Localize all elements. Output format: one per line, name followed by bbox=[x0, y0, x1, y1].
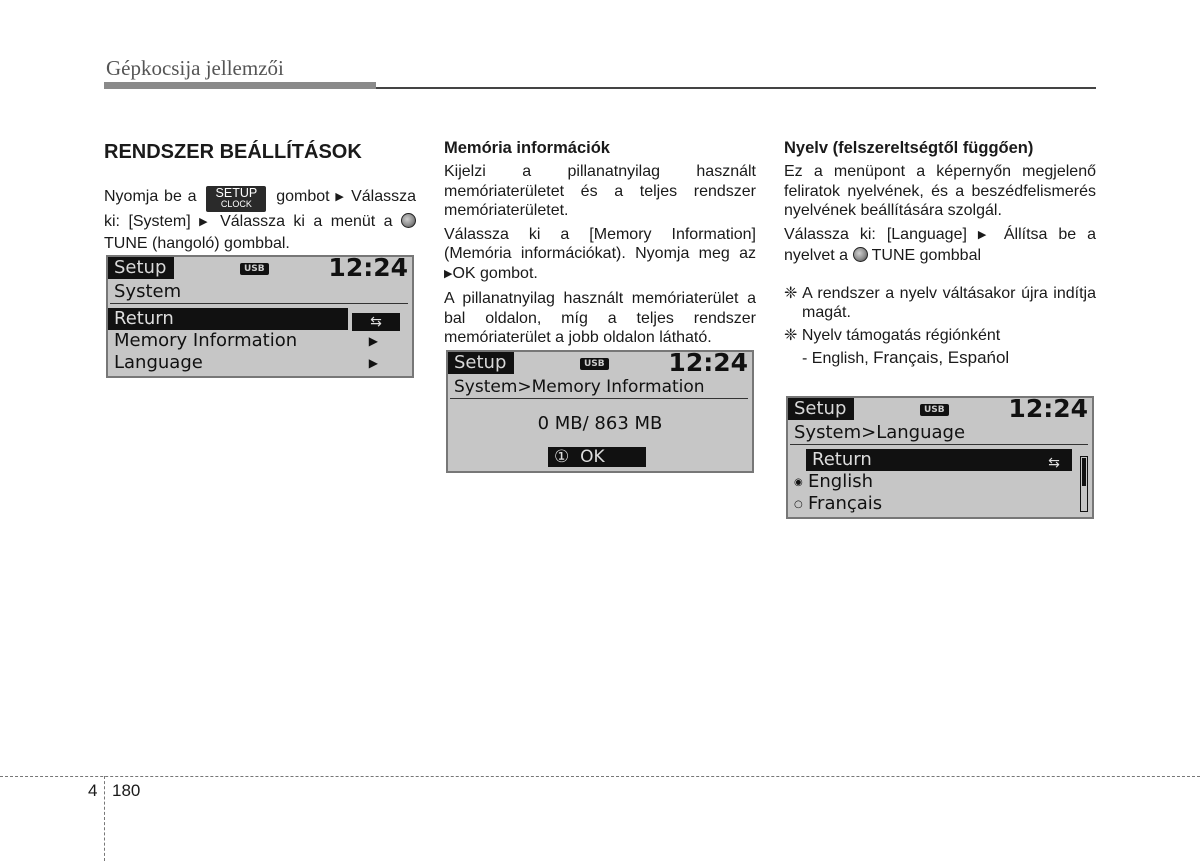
paragraph: Válassza ki: [Language] ▶ Állítsa be a nyelvet a TUNE gombbal bbox=[784, 225, 1097, 264]
lcd-screen-memory bbox=[446, 350, 754, 473]
instruction-paragraph: Nyomja be a SETUP CLOCK gombot ▶ Válassza ki: [System] ▶ Válassza ki a menüt a TUNE (hangoló) gombbal. bbox=[104, 186, 417, 252]
lcd-menu-title: System bbox=[110, 281, 408, 304]
footer-divider bbox=[104, 776, 105, 861]
arrow-right-icon: ▶ bbox=[335, 191, 346, 203]
paragraph: Ez a menüpont a képernyőn megjelenő feliratok nyelvének, és a beszédfelismerés nyelvének beállítására szolgál. bbox=[784, 163, 1096, 219]
paragraph: Kijelzi a pillanatnyilag használt memóriaterületet és a teljes rendszer memóriaterületet. bbox=[444, 163, 756, 219]
tune-knob-icon bbox=[853, 247, 868, 262]
scrollbar-thumb bbox=[1082, 458, 1086, 486]
lcd-clock: 12:24 bbox=[1008, 394, 1088, 423]
column-memory-info bbox=[444, 138, 756, 352]
page-number: 180 bbox=[112, 781, 141, 800]
return-icon: ⇆ bbox=[1048, 455, 1060, 471]
lcd-clock: 12:24 bbox=[328, 253, 408, 282]
lcd-mode-tag: Setup bbox=[788, 398, 854, 420]
language-list: - English, Français, Espańol bbox=[802, 348, 1010, 367]
radio-unselected-icon: ○ bbox=[794, 499, 803, 510]
lcd-menu-item-return: Return bbox=[108, 308, 348, 330]
lcd-mode-tag: Setup bbox=[448, 352, 514, 374]
section-heading: Memória információk bbox=[444, 139, 610, 157]
memory-usage-value: 0 MB/ 863 MB bbox=[537, 413, 663, 434]
lcd-menu-title: System>Language bbox=[790, 422, 1088, 445]
usb-icon: USB bbox=[240, 263, 269, 275]
lcd-mode-tag: Setup bbox=[108, 257, 174, 279]
arrow-right-icon: ▶ bbox=[977, 228, 993, 241]
lcd-clock: 12:24 bbox=[668, 348, 748, 377]
lcd-menu-title: System>Memory Information bbox=[450, 376, 748, 399]
lcd-status-bar bbox=[448, 348, 752, 377]
header-rule-thick bbox=[104, 82, 376, 89]
section-heading: RENDSZER BEÁLLÍTÁSOK bbox=[104, 141, 362, 163]
usb-icon: USB bbox=[920, 404, 949, 416]
radio-selected-icon: ◉ bbox=[794, 477, 803, 488]
arrow-right-icon: ▶ bbox=[199, 216, 212, 228]
note: ❈ A rendszer a nyelv váltásakor újra indítja magát. bbox=[784, 284, 1096, 321]
section-heading: Nyelv (felszereltségtől függően) bbox=[784, 139, 1034, 157]
paragraph: Válassza ki a [Memory Information] (Memória információkat). Nyomja meg az ▶OK gombot. bbox=[444, 225, 756, 282]
lcd-menu-item-francais: ○ Français bbox=[794, 493, 883, 514]
column-system-settings bbox=[104, 138, 416, 257]
usb-icon: USB bbox=[580, 358, 609, 370]
lcd-scrollbar bbox=[1080, 456, 1088, 512]
lcd-screen-system bbox=[106, 255, 414, 378]
lcd-menu-item-english: ◉ English bbox=[794, 471, 873, 492]
note: ❈ Nyelv támogatás régiónként bbox=[784, 326, 1001, 344]
page-header-title: Gépkocsija jellemzői bbox=[106, 56, 284, 80]
knob-press-icon: ① bbox=[554, 447, 570, 467]
tune-knob-icon bbox=[401, 213, 416, 228]
chevron-right-icon: ▶ bbox=[368, 356, 378, 370]
footer-rule bbox=[0, 776, 1200, 777]
paragraph: A pillanatnyilag használt memóriaterület a bal oldalon, míg a teljes rendszer memóriaterület a jobb oldalon látható. bbox=[444, 290, 756, 346]
column-language bbox=[784, 138, 1096, 372]
chevron-right-icon: ▶ bbox=[368, 334, 378, 348]
lcd-menu-item-memory: Memory Information ▶ bbox=[114, 330, 378, 351]
section-number: 4 bbox=[88, 781, 98, 800]
arrow-right-icon: ▶ bbox=[444, 267, 453, 280]
lcd-ok-button: ① OK bbox=[548, 447, 646, 467]
lcd-screen-language bbox=[786, 396, 1094, 519]
lcd-menu-item-return: Return bbox=[806, 449, 1072, 471]
lcd-menu-item-language: Language ▶ bbox=[114, 352, 378, 373]
lcd-status-bar bbox=[788, 394, 1092, 423]
lcd-status-bar bbox=[108, 253, 412, 282]
header-rule-thin bbox=[376, 87, 1096, 89]
return-icon: ⇆ bbox=[352, 313, 400, 331]
setup-clock-button: SETUP CLOCK bbox=[206, 186, 266, 212]
